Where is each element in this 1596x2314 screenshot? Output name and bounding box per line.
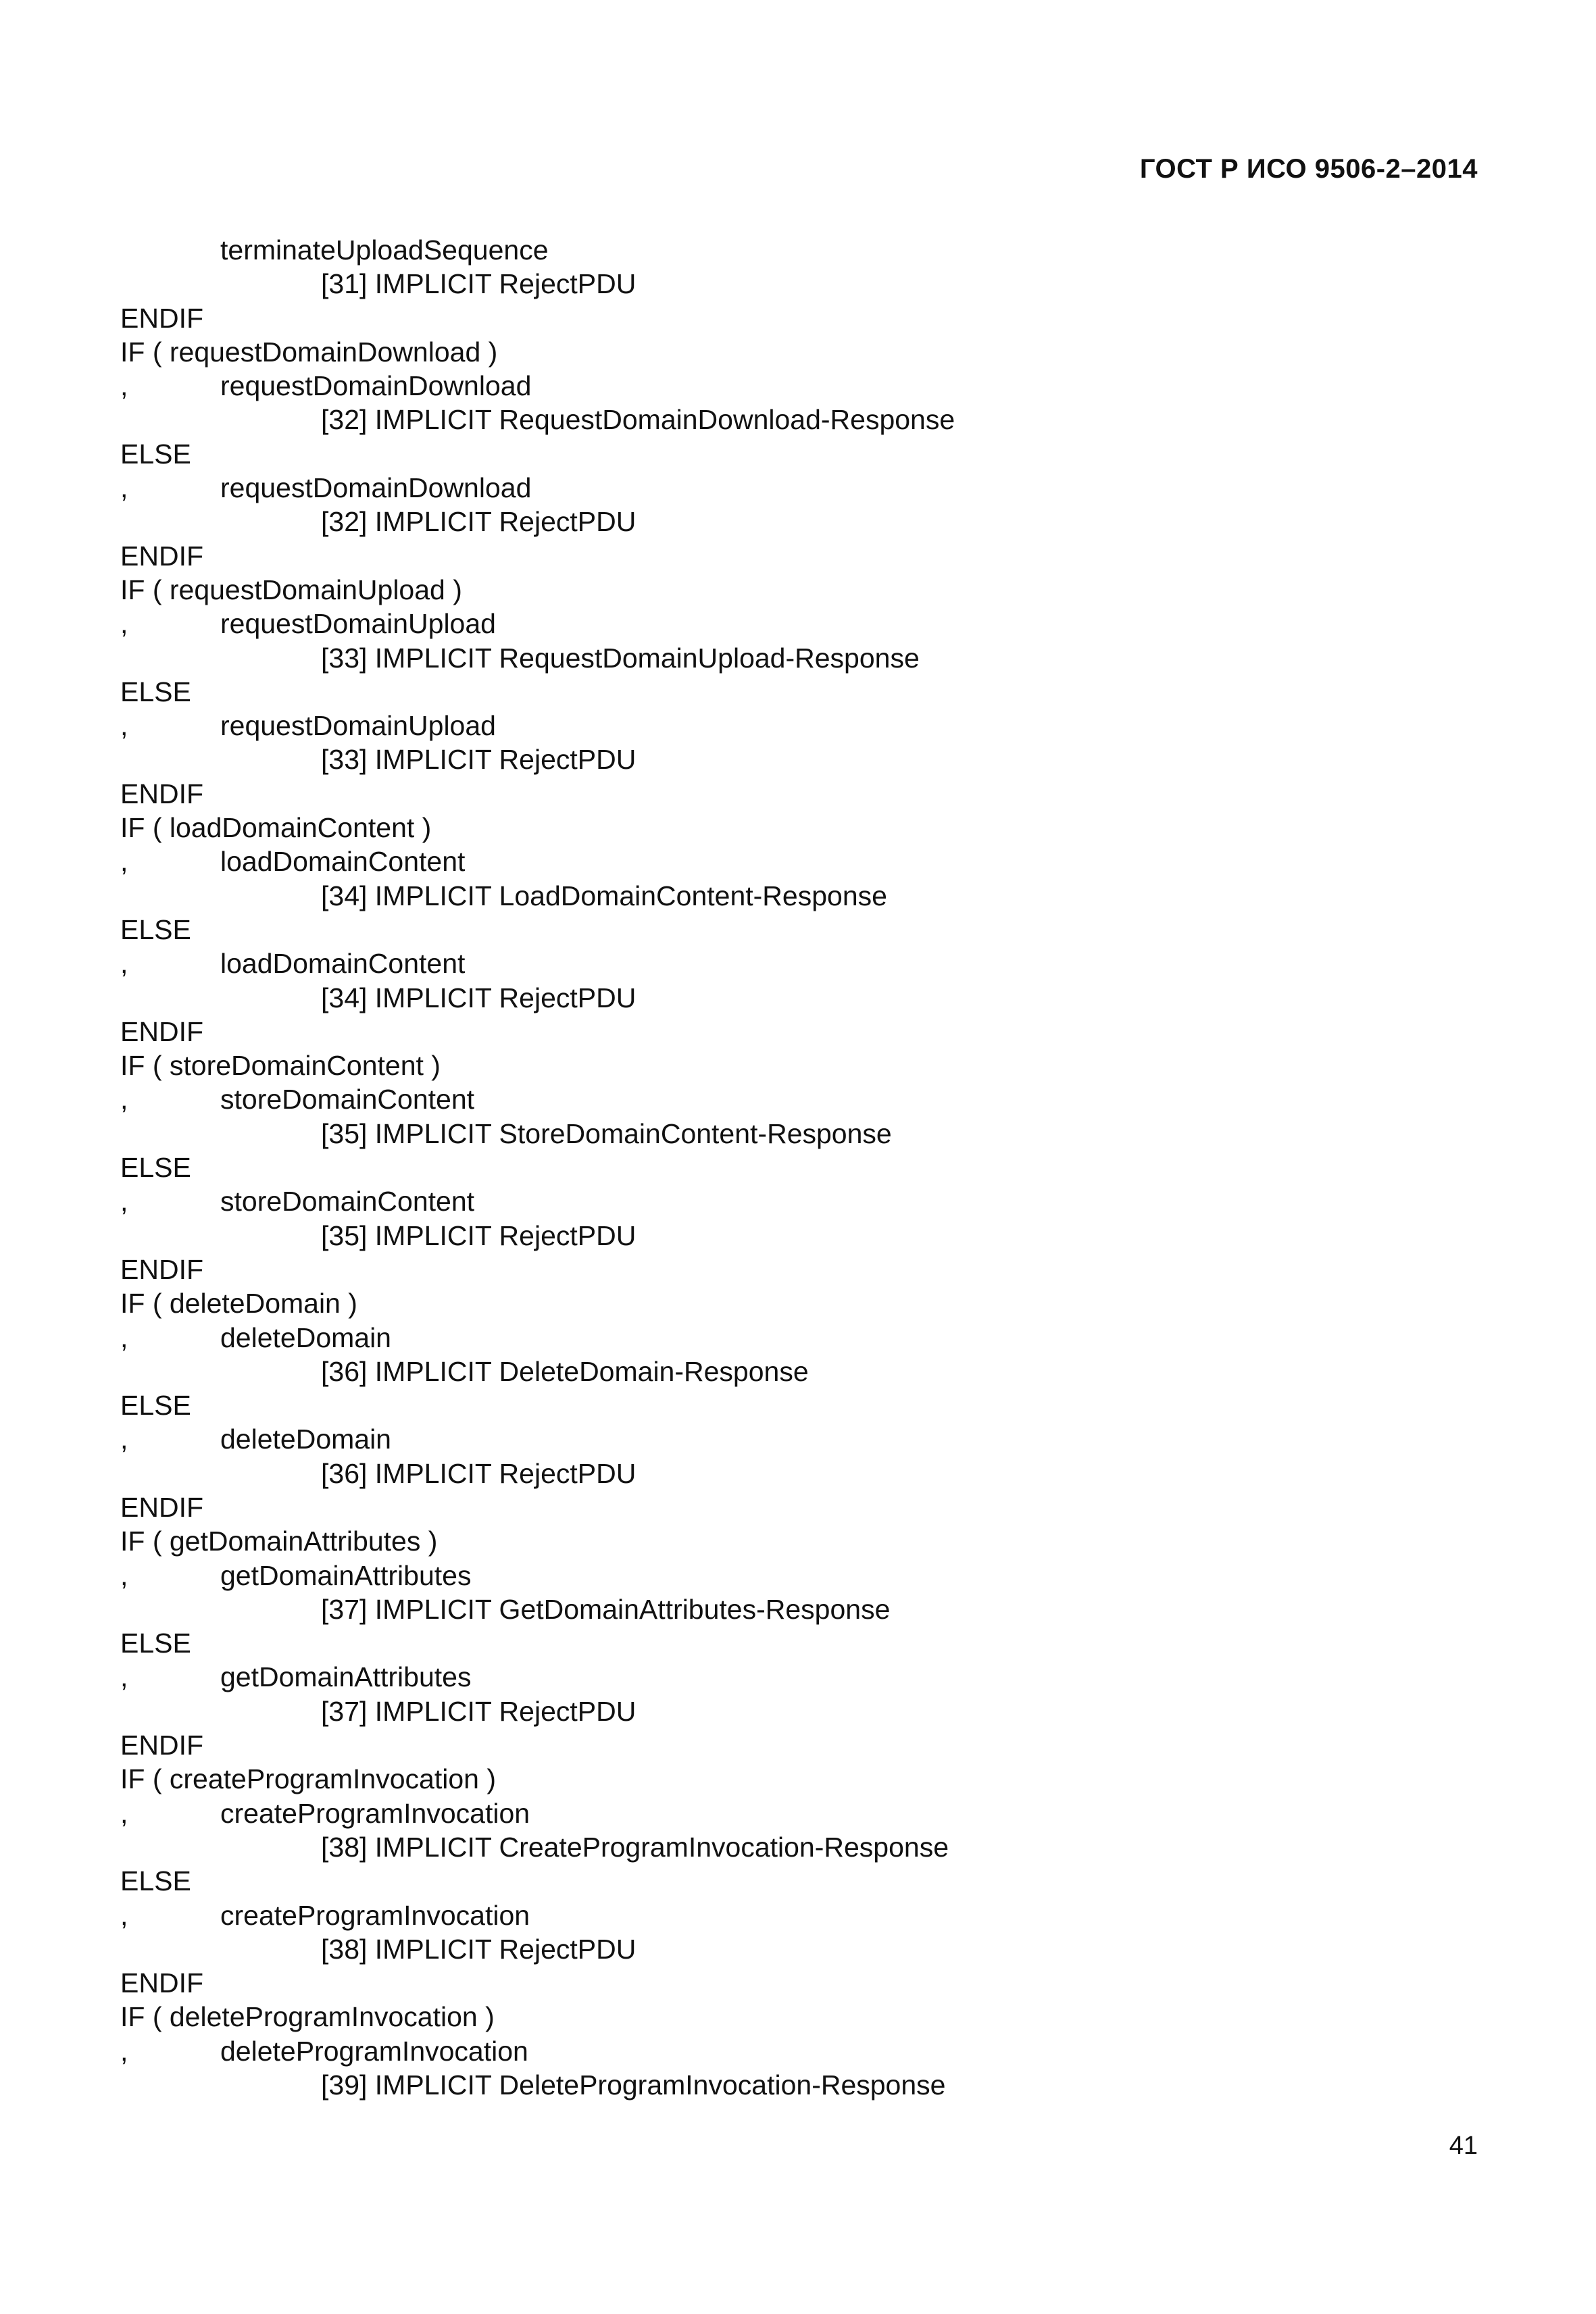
code-line-text: [31] IMPLICIT RejectPDU	[321, 268, 637, 300]
code-line	[120, 845, 1472, 878]
comma-separator: ,	[120, 370, 128, 402]
code-line-text: ENDIF	[120, 540, 203, 572]
code-line	[120, 1490, 1472, 1524]
code-line-text: ELSE	[120, 676, 191, 707]
code-line-text: IF ( deleteProgramInvocation )	[120, 2001, 495, 2033]
code-line-text: loadDomainContent	[220, 846, 466, 878]
code-line-text: ELSE	[120, 1152, 191, 1184]
code-line-text: IF ( requestDomainUpload )	[120, 574, 462, 605]
code-line	[120, 1762, 1472, 1796]
code-line	[120, 1388, 1472, 1422]
code-line	[120, 811, 1472, 845]
code-line	[120, 1321, 1472, 1355]
code-line	[120, 607, 1472, 640]
code-line-text: ENDIF	[120, 1967, 203, 1999]
code-line-text: deleteDomain	[220, 1322, 391, 1353]
code-line-text: deleteDomain	[220, 1424, 391, 1455]
code-line	[120, 675, 1472, 709]
code-line	[120, 1932, 1472, 1966]
code-line	[120, 1796, 1472, 1830]
code-line-text: ELSE	[120, 1390, 191, 1422]
code-line	[120, 471, 1472, 505]
comma-separator: ,	[120, 1661, 128, 1693]
code-line	[120, 1117, 1472, 1151]
comma-separator: ,	[120, 1186, 128, 1217]
code-line	[120, 505, 1472, 538]
code-line	[120, 573, 1472, 607]
code-line-text: ENDIF	[120, 1015, 203, 1047]
comma-separator: ,	[120, 1322, 128, 1353]
comma-separator: ,	[120, 1899, 128, 1931]
code-line	[120, 1286, 1472, 1320]
code-line	[120, 1422, 1472, 1456]
code-line-text: requestDomainDownload	[220, 472, 532, 504]
code-line-text: [32] IMPLICIT RejectPDU	[321, 506, 637, 538]
code-line	[120, 1151, 1472, 1184]
code-line-text: createProgramInvocation	[220, 1899, 530, 1931]
code-line	[120, 1184, 1472, 1218]
code-line-text: ENDIF	[120, 302, 203, 334]
document-code-header: ГОСТ Р ИСО 9506-2–2014	[1139, 154, 1478, 184]
code-line	[120, 1219, 1472, 1253]
page-number: 41	[1449, 2132, 1478, 2160]
code-line	[120, 301, 1472, 335]
code-line-text: [38] IMPLICIT RejectPDU	[321, 1933, 637, 1965]
code-line	[120, 539, 1472, 573]
code-line-text: [39] IMPLICIT DeleteProgramInvocation-Response	[321, 2069, 946, 2101]
code-line-text: getDomainAttributes	[220, 1559, 472, 1591]
code-line	[120, 2068, 1472, 2102]
code-line	[120, 777, 1472, 811]
code-line	[120, 1559, 1472, 1592]
code-line-text: requestDomainUpload	[220, 608, 496, 640]
code-line	[120, 403, 1472, 436]
code-line-text: getDomainAttributes	[220, 1661, 472, 1693]
code-line-text: [36] IMPLICIT RejectPDU	[321, 1457, 637, 1489]
code-line-text: [37] IMPLICIT GetDomainAttributes-Response	[321, 1593, 891, 1625]
comma-separator: ,	[120, 846, 128, 878]
comma-separator: ,	[120, 1559, 128, 1591]
code-line	[120, 369, 1472, 403]
code-line-text: IF ( getDomainAttributes )	[120, 1526, 438, 1557]
comma-separator: ,	[120, 1424, 128, 1455]
code-line	[120, 2034, 1472, 2068]
code-line-text: ENDIF	[120, 778, 203, 809]
code-line	[120, 709, 1472, 743]
code-line-text: loadDomainContent	[220, 948, 466, 980]
code-line-text: [33] IMPLICIT RequestDomainUpload-Response	[321, 642, 920, 674]
comma-separator: ,	[120, 710, 128, 742]
code-line	[120, 1660, 1472, 1694]
code-line-text: ENDIF	[120, 1253, 203, 1285]
comma-separator: ,	[120, 472, 128, 504]
comma-separator: ,	[120, 1797, 128, 1829]
comma-separator: ,	[120, 2035, 128, 2067]
code-line-text: [36] IMPLICIT DeleteDomain-Response	[321, 1355, 809, 1387]
comma-separator: ,	[120, 948, 128, 980]
code-line-text: createProgramInvocation	[220, 1797, 530, 1829]
code-line-text: [32] IMPLICIT RequestDomainDownload-Response	[321, 404, 955, 436]
code-line-text: requestDomainDownload	[220, 370, 532, 402]
code-line-text: IF ( deleteDomain )	[120, 1288, 357, 1319]
asn1-code-listing	[120, 233, 1472, 2102]
code-line-text: [37] IMPLICIT RejectPDU	[321, 1695, 637, 1727]
code-line-text: ELSE	[120, 438, 191, 470]
code-line-text: ENDIF	[120, 1730, 203, 1761]
code-line	[120, 1253, 1472, 1286]
code-line-text: [34] IMPLICIT RejectPDU	[321, 982, 637, 1013]
code-line-text: IF ( loadDomainContent )	[120, 812, 432, 844]
code-line	[120, 437, 1472, 471]
code-line	[120, 913, 1472, 947]
code-line	[120, 1626, 1472, 1660]
code-line-text: storeDomainContent	[220, 1186, 475, 1217]
code-line	[120, 743, 1472, 776]
code-line-text: requestDomainUpload	[220, 710, 496, 742]
code-line	[120, 1694, 1472, 1728]
code-line	[120, 1830, 1472, 1864]
code-line	[120, 947, 1472, 980]
code-line	[120, 1864, 1472, 1898]
code-line	[120, 1966, 1472, 2000]
code-line	[120, 1355, 1472, 1388]
code-line	[120, 2000, 1472, 2034]
comma-separator: ,	[120, 1084, 128, 1115]
code-line	[120, 233, 1472, 267]
code-line-text: terminateUploadSequence	[220, 234, 549, 266]
code-line-text: [34] IMPLICIT LoadDomainContent-Response	[321, 880, 887, 911]
code-line	[120, 1015, 1472, 1049]
comma-separator: ,	[120, 608, 128, 640]
code-line	[120, 641, 1472, 675]
code-line-text: ELSE	[120, 913, 191, 945]
code-line	[120, 1592, 1472, 1626]
code-line	[120, 981, 1472, 1015]
code-line	[120, 1049, 1472, 1082]
code-line-text: [38] IMPLICIT CreateProgramInvocation-Response	[321, 1831, 949, 1863]
code-line-text: [35] IMPLICIT RejectPDU	[321, 1219, 637, 1251]
code-line-text: IF ( createProgramInvocation )	[120, 1763, 496, 1795]
code-line-text: ELSE	[120, 1628, 191, 1659]
code-line	[120, 1898, 1472, 1932]
code-line-text: deleteProgramInvocation	[220, 2035, 528, 2067]
code-line-text: ELSE	[120, 1865, 191, 1897]
code-line-text: ENDIF	[120, 1491, 203, 1523]
code-line-text: IF ( storeDomainContent )	[120, 1050, 441, 1082]
code-line-text: storeDomainContent	[220, 1084, 475, 1115]
code-line	[120, 1457, 1472, 1490]
code-line	[120, 1082, 1472, 1116]
code-line-text: IF ( requestDomainDownload )	[120, 336, 498, 368]
code-line-text: [33] IMPLICIT RejectPDU	[321, 744, 637, 776]
code-line	[120, 335, 1472, 369]
code-line	[120, 879, 1472, 913]
code-line-text: [35] IMPLICIT StoreDomainContent-Response	[321, 1117, 892, 1149]
code-line	[120, 1728, 1472, 1762]
code-line	[120, 267, 1472, 301]
code-line	[120, 1524, 1472, 1558]
